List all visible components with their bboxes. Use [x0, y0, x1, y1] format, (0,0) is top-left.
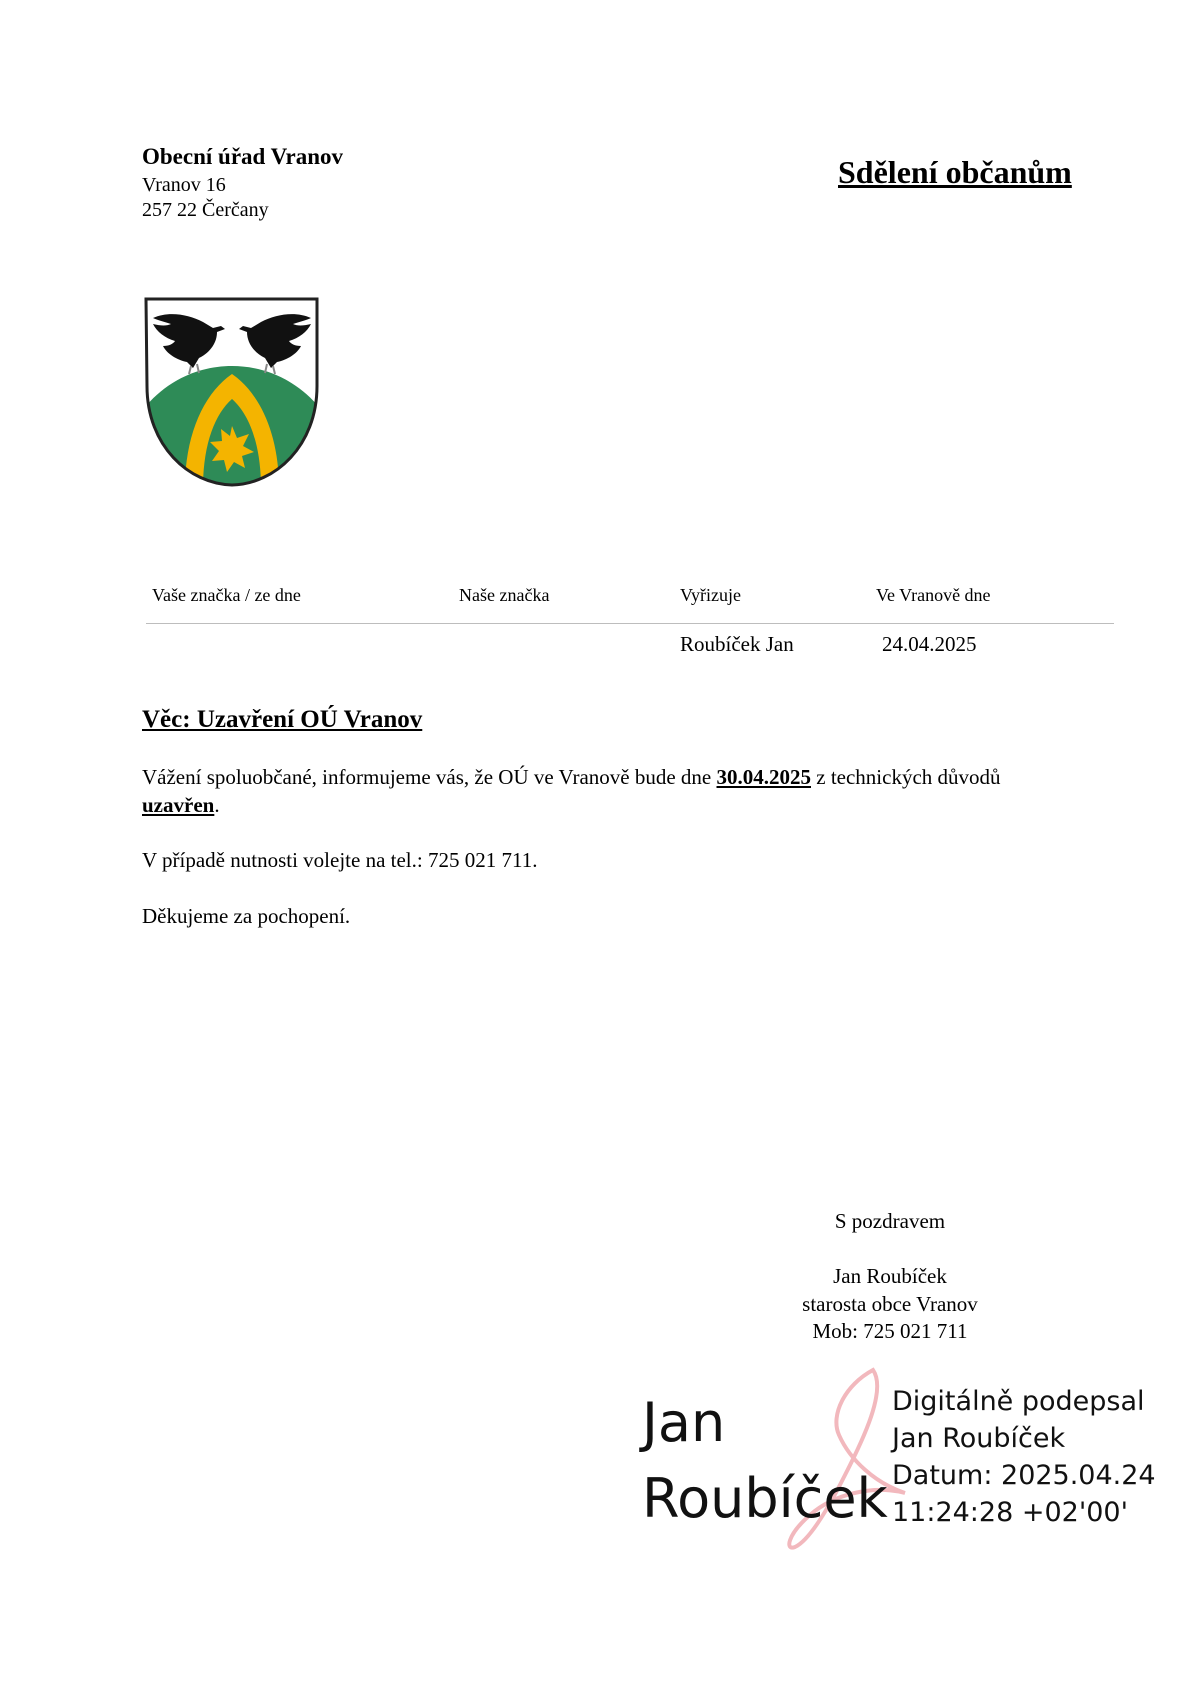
coat-of-arms-icon [143, 296, 321, 488]
p1-prefix: Vážení spoluobčané, informujeme vás, že OÚ ve Vranově bude dne [142, 765, 712, 789]
closing-greeting: S pozdravem [834, 1209, 946, 1233]
body-paragraph-2: V případě nutnosti volejte na tel.: 725 021 711. [142, 848, 538, 872]
p1-middle: z technických důvodů [816, 765, 1001, 789]
header-date: Ve Vranově dne [876, 585, 991, 605]
closing-phone: Mob: 725 021 711 [812, 1319, 968, 1343]
header-our-reference: Naše značka [459, 585, 550, 605]
value-date: 24.04.2025 [882, 632, 977, 656]
body-paragraph-1 [142, 763, 1082, 819]
dsig-info-line: Jan Roubíček [892, 1423, 1066, 1454]
dsig-info-line: Digitálně podepsal [892, 1386, 1145, 1417]
digital-signature-name [642, 1385, 888, 1537]
sender-street: Vranov 16 [142, 174, 226, 196]
table-divider [146, 623, 1114, 624]
dsig-info-line: 11:24:28 +02'00' [892, 1497, 1129, 1528]
letter-subject: Věc: Uzavření OÚ Vranov [142, 706, 423, 733]
closure-date: 30.04.2025 [716, 765, 811, 789]
document-title: Sdělení občanům [838, 154, 1072, 190]
header-handled-by: Vyřizuje [680, 585, 741, 605]
sender-city: 257 22 Čerčany [142, 199, 269, 221]
closure-word: uzavřen [142, 793, 215, 817]
dsig-name-line2: Roubíček [642, 1467, 888, 1530]
sender-name: Obecní úřad Vranov [142, 144, 344, 169]
dsig-info-line: Datum: 2025.04.24 [892, 1460, 1156, 1491]
body-paragraph-3: Děkujeme za pochopení. [142, 904, 351, 928]
dsig-name-line1: Jan [642, 1391, 726, 1454]
header-your-reference: Vaše značka / ze dne [152, 585, 301, 605]
closing-name: Jan Roubíček [833, 1264, 947, 1288]
p1-end: . [214, 793, 220, 817]
closing-role: starosta obce Vranov [802, 1292, 978, 1316]
digital-signature-info [892, 1383, 1156, 1531]
value-handled-by: Roubíček Jan [680, 632, 794, 656]
